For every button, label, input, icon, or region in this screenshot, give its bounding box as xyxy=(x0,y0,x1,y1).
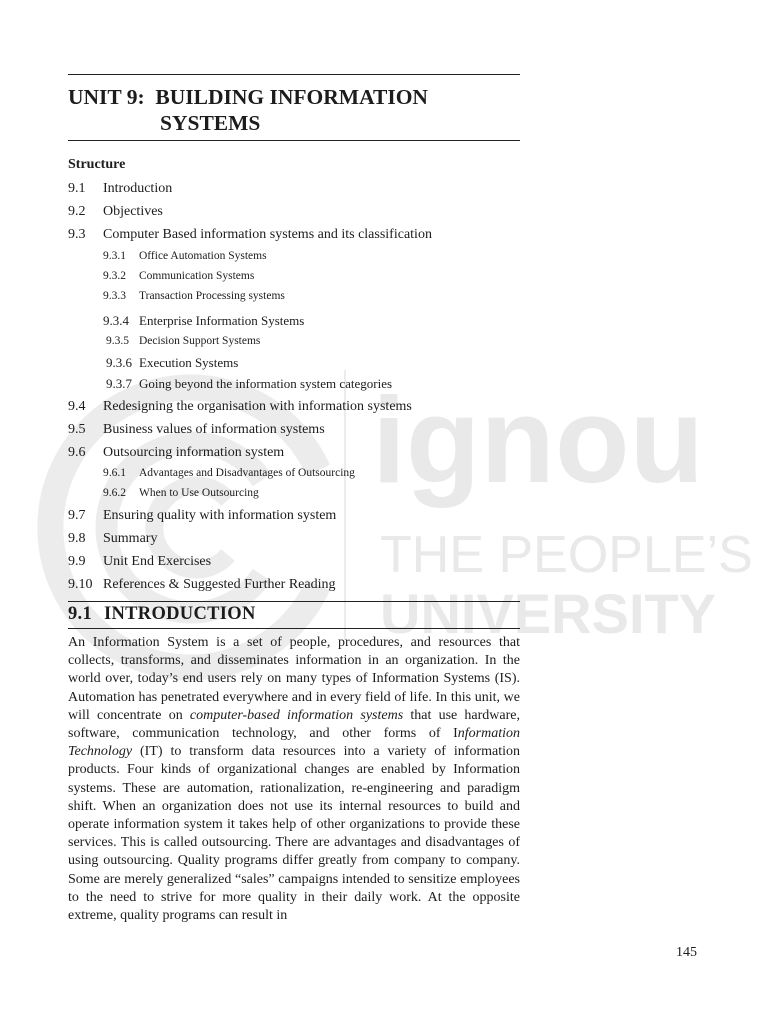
toc-number: 9.2 xyxy=(68,204,86,219)
toc-label: Office Automation Systems xyxy=(139,250,267,262)
toc-number: 9.6 xyxy=(68,445,86,460)
toc-label: Execution Systems xyxy=(139,355,239,370)
page-number: 145 xyxy=(676,945,697,960)
toc-number: 9.10 xyxy=(68,577,93,592)
body-text-segment: (IT) to transform data resources into a variety of information products. Four kinds of organizational changes are enabled by Information systems. These are automation, rationalization, re-engineering and paradigm shift. When an organization does not use its internal resources to build and operate information system it takes help of other organizations to provide these services. This is called outsourcing. There are advantages and disadvantages of using outsourcing. Quality programs differ greatly from company to company. Some are merely generalized “sales” campaigns intended to sensitize employees to the need to strive for more quality in their daily work. At the opposite extreme, quality programs can result in xyxy=(68,744,520,924)
section-title: INTRODUCTION xyxy=(104,604,256,624)
toc-label: Objectives xyxy=(103,204,163,219)
toc-label: Decision Support Systems xyxy=(139,335,261,347)
toc-number: 9.3.6 xyxy=(106,355,132,370)
section-heading xyxy=(68,604,256,625)
toc-label: Going beyond the information system categories xyxy=(139,376,393,391)
watermark-tagline-1: THE PEOPLE’S xyxy=(380,526,753,584)
toc-label: Redesigning the organisation with information systems xyxy=(103,399,412,414)
toc-number: 9.6.2 xyxy=(103,487,126,499)
toc-number: 9.3.2 xyxy=(103,270,126,282)
toc-number: 9.3.4 xyxy=(103,313,129,328)
unit-title xyxy=(68,84,428,136)
toc-number: 9.8 xyxy=(68,531,86,546)
toc-label: Business values of information systems xyxy=(103,422,325,437)
section-bottom-rule xyxy=(68,628,520,629)
toc-label: Advantages and Disadvantages of Outsourcing xyxy=(139,467,355,479)
introduction-paragraph xyxy=(68,634,520,925)
watermark-brand: ignou xyxy=(372,372,704,508)
toc-label: Communication Systems xyxy=(139,270,255,282)
section-top-rule xyxy=(68,601,520,602)
toc-label: Summary xyxy=(103,531,158,546)
toc-label: Introduction xyxy=(103,181,173,196)
body-text-segment: that use hardware, software, communication technology, and other forms of I xyxy=(68,707,521,742)
top-rule xyxy=(68,74,520,75)
toc-number: 9.3 xyxy=(68,227,86,242)
toc-number: 9.7 xyxy=(68,508,86,523)
toc-label: Outsourcing information system xyxy=(103,445,285,460)
unit-title-line2: SYSTEMS xyxy=(160,111,261,135)
unit-title-line1: UNIT 9: BUILDING INFORMATION xyxy=(68,85,428,109)
toc-number: 9.4 xyxy=(68,399,86,414)
toc-label: References & Suggested Further Reading xyxy=(103,577,336,592)
toc-label: Ensuring quality with information system xyxy=(103,508,337,523)
toc-label: Unit End Exercises xyxy=(103,554,212,569)
toc-number: 9.5 xyxy=(68,422,86,437)
structure-heading: Structure xyxy=(68,157,126,172)
watermark-tagline-2: UNIVERSITY xyxy=(380,582,717,645)
toc-number: 9.9 xyxy=(68,554,86,569)
toc-number: 9.6.1 xyxy=(103,467,126,479)
title-rule xyxy=(68,140,520,141)
section-number: 9.1 xyxy=(68,604,93,624)
toc-number: 9.1 xyxy=(68,181,86,196)
toc-label: When to Use Outsourcing xyxy=(139,487,259,499)
toc-label: Transaction Processing systems xyxy=(139,290,285,302)
toc-number: 9.3.7 xyxy=(106,376,132,391)
toc-label: Computer Based information systems and its classification xyxy=(103,227,432,242)
toc-number: 9.3.3 xyxy=(103,290,126,302)
body-text-italic: computer-based information systems xyxy=(189,707,404,723)
body-text-segment: An Information System is a set of people, procedures, and resources that collects, transforms, and disseminates information in an organization. In the world over, today’s end users rely on many types of Information Systems (IS). Automation has penetrated everywhere and in every field of life. In this unit, we will concentrate on xyxy=(68,635,520,723)
toc-number: 9.3.5 xyxy=(106,335,129,347)
toc-number: 9.3.1 xyxy=(103,250,126,262)
toc-label: Enterprise Information Systems xyxy=(139,313,305,328)
body-text-italic: nformation Technology xyxy=(68,726,520,760)
